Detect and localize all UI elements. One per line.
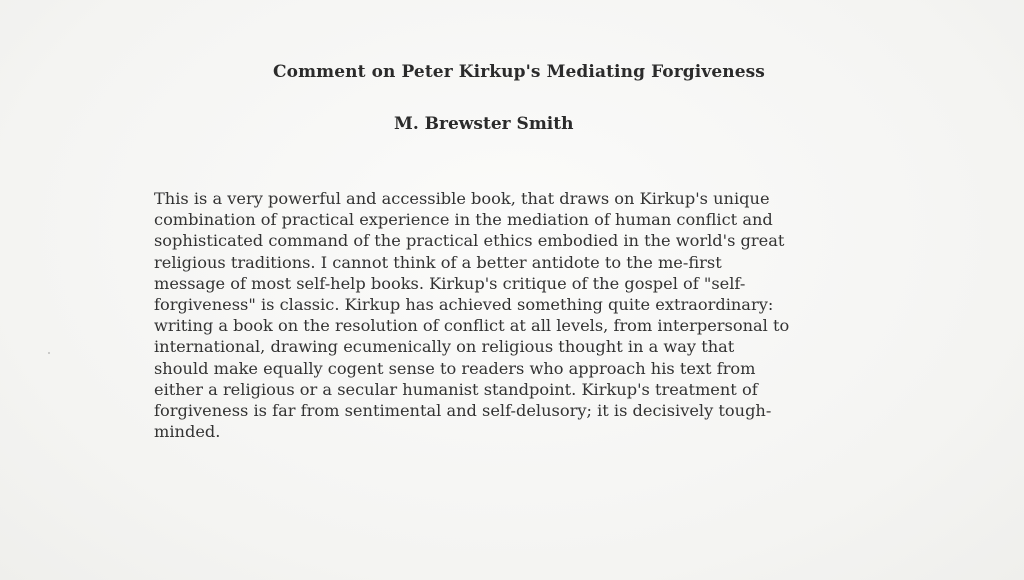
body-line: This is a very powerful and accessible book, that draws on Kirkup's unique [154, 189, 770, 208]
body-line: forgiveness" is classic. Kirkup has achieved something quite extraordinary: [154, 295, 774, 315]
body-line: either a religious or a secular humanist standpoint. Kirkup's treatment of [154, 379, 758, 399]
body-line: message of most self-help books. Kirkup's critique of the gospel of "self- [154, 273, 746, 293]
body-line: combination of practical experience in the mediation of human conflict and [154, 210, 773, 230]
body-line: minded. [154, 422, 221, 442]
document-author: M. Brewster Smith [394, 114, 574, 134]
body-line: international, drawing ecumenically on religious thought in a way that [154, 337, 735, 357]
body-paragraph [154, 188, 874, 442]
scan-speck [48, 352, 50, 354]
body-line: forgiveness is far from sentimental and self-delusory; it is decisively tough- [154, 401, 772, 421]
document-title: Comment on Peter Kirkup's Mediating Forgiveness [273, 62, 765, 82]
body-line: writing a book on the resolution of conflict at all levels, from interpersonal to [154, 316, 790, 336]
body-line: sophisticated command of the practical ethics embodied in the world's great [154, 231, 785, 251]
body-line: should make equally cogent sense to readers who approach his text from [154, 358, 756, 378]
body-line: religious traditions. I cannot think of a better antidote to the me-first [154, 252, 722, 272]
